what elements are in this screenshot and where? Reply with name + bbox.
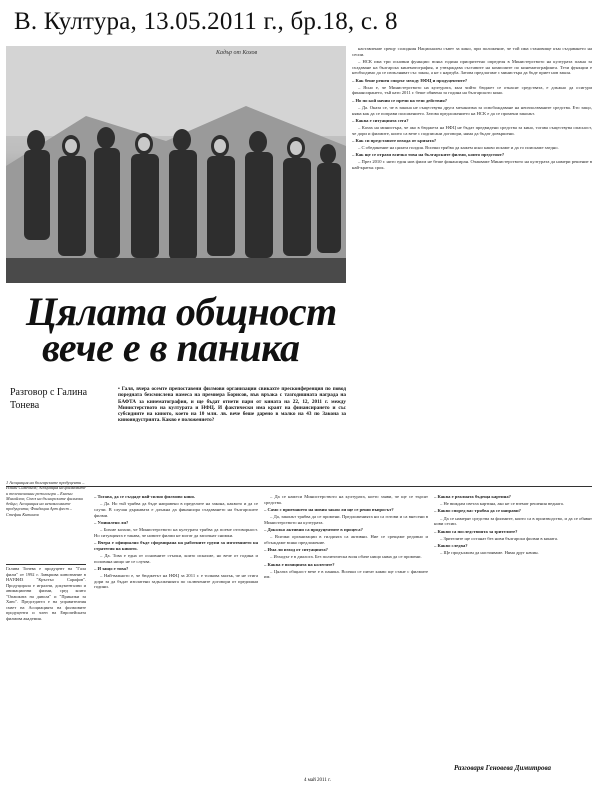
col3-question: – Какви са последствията за зрителите?: [434, 528, 518, 534]
col1-paragraph: – Бихме казали, че Министерството на културата трябва да поеме отговорност. Но ситуацията е такава, че новите филми не могат да започнат снимки.: [94, 527, 258, 538]
right-col-question: – Как ще се отрази всичко това на българските филми, които предстоят?: [352, 152, 505, 158]
author-bio: Галина Тонева е продуцент на "Гала филм" от 1992 г. Завършва кинознание в НАТФИЗ "Кръстьо Сарафов". Продуцирала е игрални, документални и анимационни филми, сред които "Опашката на дявола" и "Приказки за Ханс". Председател е на управителния съвет на Асоциацията на филмовите продуценти и член на Европейската филмова академия.: [6, 566, 86, 621]
col2-question: – Каква е позицията на колегите?: [264, 561, 335, 567]
article-lead: • Галя, вчера осемте препоставени филмови организации свикахте пресконференция по повод поредната безсмислена намеса на премиера Борисов, във връзка с тазгодишната награда на БАФТА за кинематография, и ще бъдат отнети пари от кината на 22, 12, 2011 г. между Министерството на културата и НФЦ. И фактически има краят на финансирането и със субсидиите на киното, което на 10 млн. лв. вече беше дарено в малко на 43 по Закона за киноиндустрията. Какво е положението?: [118, 386, 346, 424]
column-2-text: [264, 494, 428, 778]
right-col-paragraph: – Ясно е, че Министерството на културата, към чийто бюджет се отнасят средствата, е длъжно да осигури финансирането, тъй като 2011 г. беше обявена за година на българското кино.: [352, 84, 592, 96]
right-col-paragraph: – Казах на министъра, че ако в бюджета на НФЦ не бъдат предвидени средства за кино, тогава съществува опасност, че дори и филмите, които са вече с подписани договори, няма да бъдат довършени.: [352, 124, 592, 136]
right-col-paragraph: наставление срещу солидния Национален съвет за кино, при положение, че той има становище към създаването на сесии.: [352, 46, 592, 57]
col2-question: – Има ли изход от ситуацията?: [264, 547, 328, 553]
interviewer-signature: Разговаря Геновева Димитрова: [454, 764, 552, 772]
right-col-question: – Как си представяте изхода от кризата?: [352, 137, 437, 143]
column-3-text: [434, 494, 592, 760]
footnote-organizations: 1 Асоциация на българските продуценти – Илиан Симеонов; Асоциация на филмовите и телевизионни режисьори – Евгени Михайлов; Съюз на българските филмови дейци; Асоциация на независимите продуценти; Фондация Арт фест – Стефан Китанов: [6, 480, 86, 517]
col2-paragraph: – Да се намеси Министерството на културата, което заяви, че ще се търсят средства.: [264, 494, 428, 505]
group-photo: [6, 46, 346, 283]
right-col-question: – Как беше решен спорът между НФЦ и продуцентите?: [352, 77, 468, 83]
col2-paragraph: – Да, законът трябва да се промени. Предложенията ни са готови и са внесени в Министерството на културата.: [264, 514, 428, 525]
col2-paragraph: – Всички организации в гилдията са активни. Ние се срещаме редовно и обсъждаме всяко предложение.: [264, 534, 428, 545]
newspaper-page: [4, 46, 592, 786]
section-divider: [6, 486, 592, 487]
col2-question: – Само с приемането на новия закон ли ще се реши въпросът?: [264, 506, 394, 512]
col1-paragraph: – Да. Това е една от основните стъпки, които искахме, но вече от година и половина нищо не се случва.: [94, 552, 258, 564]
right-col-question: – Но по кой начин се пречи на тези действия?: [352, 97, 448, 103]
page-folio: 4 май 2011 г.: [304, 778, 331, 783]
col1-question: – Умишлено ли?: [94, 519, 129, 525]
col3-paragraph: – Зрителите ще останат без нови български филми в кината.: [440, 535, 559, 541]
col3-question: – Какво според вас трябва да се направи?: [434, 508, 521, 514]
article-headline: [26, 289, 346, 370]
headline-line-1: Цялата общност: [26, 289, 337, 334]
page-header-title: В. Култура, 13.05.2011 г., бр.18, с. 8: [14, 8, 398, 35]
right-col-paragraph: – През 2010 г. нито един нов филм не беше финансиран. Очакваме Министерството на културата да намери решение в най-кратък срок.: [352, 159, 592, 171]
right-col-paragraph: – Да. Оказа се, че в закона не съществува друга механизма за освобождаване на неизползваните средства. Ето защо, няма как да се поправи положението. Затова предложението на НСК е да се промени законът.: [352, 104, 592, 116]
col2-paragraph: – Цялата общност вече е в паника. Всички се питат какво ще стане с филмите им.: [264, 568, 428, 580]
col2-paragraph: – Изходът е в диалога. Без политическа воля обаче нищо няма да се промени.: [270, 554, 422, 560]
photo-caption: Кадър от Кохов: [216, 50, 258, 56]
col1-question: – Тогава, да се създаде най-силно филмово кино.: [94, 494, 196, 499]
col3-question: – Каква е реалната бъдеща картина?: [434, 494, 511, 499]
col2-question: – Доколко активни са продуцентите в процеса?: [264, 527, 363, 533]
column-1-text: [94, 494, 258, 778]
col1-paragraph: – Да. Но тъй трябва да бъде направено в пределите на закона, каквото и да се случи. В случая държавата е длъжна да финансира създаването на българските филми.: [94, 501, 258, 518]
right-col-paragraph: – С обединение на цялата гилдия. Всички трябва да кажем ясно какво искаме и да го поискаме заедно.: [358, 145, 559, 151]
col1-paragraph: – Най-важното е, че бюджетът на НФЦ за 2011 г. е толкова малък, че не стига дори за да бъдат изплатени задълженията по сключените договори от предишни години.: [94, 572, 258, 590]
group-photo-illustration: [6, 46, 346, 283]
col3-paragraph: – Да се намерят средства за филмите, които са в производство, и да се обявят нови сесии.: [434, 515, 592, 527]
right-col-paragraph: – НСК има три основни функции: всяка година приоритетно определя в Министерството на културата плана за създаване на българска кинематография, и утвърждава съставите на комисиите по кинематографията. Тези функции е необходимо да се изпълняват със закон, а не с наредба. Затова предлагаме с министъра да бъде приет нов закон.: [352, 58, 592, 76]
article-byline: Разговор с Галина Тонева: [10, 387, 88, 411]
col1-question: – И защо е това?: [94, 565, 129, 571]
sidebar-divider: [6, 564, 86, 565]
col1-question: – Вчера е официално бъде сформирана на работните групи за изготвянето на стратегия на киното.: [94, 539, 258, 551]
col3-question: – Какво следва?: [434, 542, 468, 548]
headline-line-2: вече е в паника: [42, 325, 300, 370]
right-column-text: [352, 46, 592, 482]
right-col-question: – Каква е ситуацията сега?: [352, 117, 409, 123]
col3-paragraph: – Ще продължим да настояваме. Няма друг начин.: [440, 550, 539, 556]
col3-paragraph: – Не виждам светла картина, ако не се вземат решения веднага.: [440, 501, 564, 507]
